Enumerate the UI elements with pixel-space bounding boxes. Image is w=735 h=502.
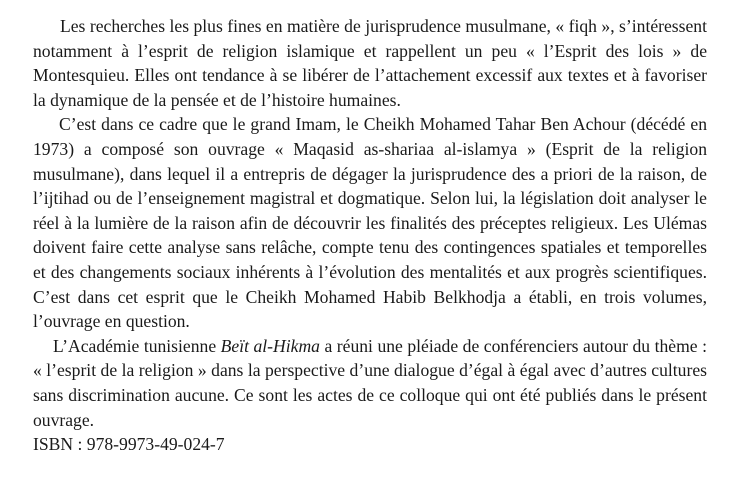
paragraph-academie-end: a réuni une pléiade de conférenciers autour du thème : « l’esprit de la religion » dans la perspective d’une dialogue d’égal à égal avec d’autres cultures sans discrimination aucune. Ce sont les actes de ce colloque qui ont été publiés dans le présent ouvrage. [33,335,707,430]
isbn-line: ISBN : 978-9973-49-024-7 [33,434,225,455]
paragraph-ben-achour: C’est dans ce cadre que le grand Imam, le Cheikh Mohamed Tahar Ben Achour (décédé en 1973) a composé son ouvrage « Maqasid as-shariaa al-islamya » (Esprit de la religion musulmane), dans lequel il a entrepris de dégager la jurisprudence des a priori de la raison, de l’ijtihad ou de l’enseignement magistral et dogmatique. Selon lui, la législation doit analyser le réel à la lumière de la raison afin de découvrir les finalités des préceptes religieux. Les Ulémas doivent faire cette analyse sans relâche, compte tenu des contingences spatiales et temporelles et des changements sociaux inhérents à l’évolution des mentalités et aux progrès scientifiques. C’est dans cet esprit que le Cheikh Mohamed Habib Belkhodja a établi, en trois volumes, l’ouvrage en question. [33,114,707,332]
beit-al-hikma-title: Beït al-Hikma [220,335,320,356]
paragraph-academie-start: L’Académie tunisienne [53,335,221,356]
paragraph-academie [33,334,707,432]
document-body [33,14,707,457]
paragraph-intro: Les recherches les plus fines en matière de jurisprudence musulmane, « fiqh », s’intéressent notamment à l’esprit de religion islamique et rappellent un peu « l’Esprit des lois » de Montesquieu. Elles ont tendance à se libérer de l’attachement excessif aux textes et à favoriser la dynamique de la pensée et de l’histoire humaines. [33,16,707,110]
